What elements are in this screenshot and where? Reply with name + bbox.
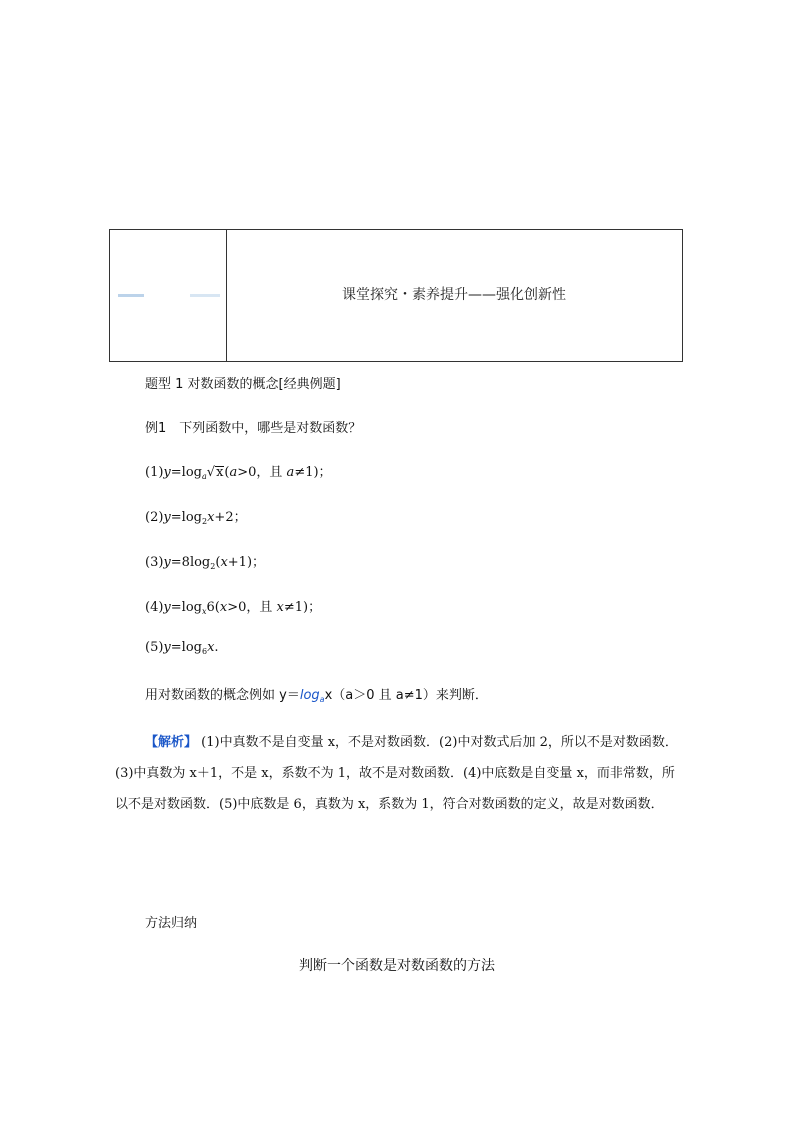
example-item-1: $(1)y=\log_a√x(a>0$，且 a≠1)；: [145, 465, 332, 481]
analysis-text: (1)中真数不是自变量 x，不是对数函数．(2)中对数式后加 2，所以不是对数函数．(3)中真数为 x＋1，不是 x，系数不为 1，故不是对数函数．(4)中底数是自变量 x，而非常数，所以不是对数函数．(5)中底数是 6，真数为 x，系数为 1，符合对数函数的定义，故是对数函数．: [115, 735, 678, 812]
analysis-paragraph: [115, 727, 680, 820]
hint-text: 用对数函数的概念例如 $y=\log_ax(a>0$ 且 a≠1）来判断．: [145, 688, 488, 704]
method-title: 判断一个函数是对数函数的方法: [299, 958, 495, 974]
section-banner: [109, 229, 683, 362]
method-label: 方法归纳: [145, 916, 198, 931]
example-item-4: $(4)y=\log_x6(x>0$，且 x≠1)；: [145, 600, 322, 616]
sqrt-symbol: √x: [206, 465, 224, 480]
banner-decoration: [118, 294, 144, 297]
example-item-3: $(3)y=8\log_2(x+1)$；: [145, 555, 266, 571]
analysis-tag: 【解析】: [145, 735, 198, 750]
example-item-2: $(2)y=\log_2x+2$；: [145, 510, 247, 526]
example-question: 例1 下列函数中，哪些是对数函数？: [145, 421, 362, 436]
banner-decoration: [190, 294, 220, 297]
banner-title: 课堂探究・素养提升——强化创新性: [342, 287, 566, 303]
example-item-5: $(5)y=\log_6x$.: [145, 640, 219, 656]
section-heading: 题型 1 对数函数的概念[经典例题]: [145, 377, 341, 392]
